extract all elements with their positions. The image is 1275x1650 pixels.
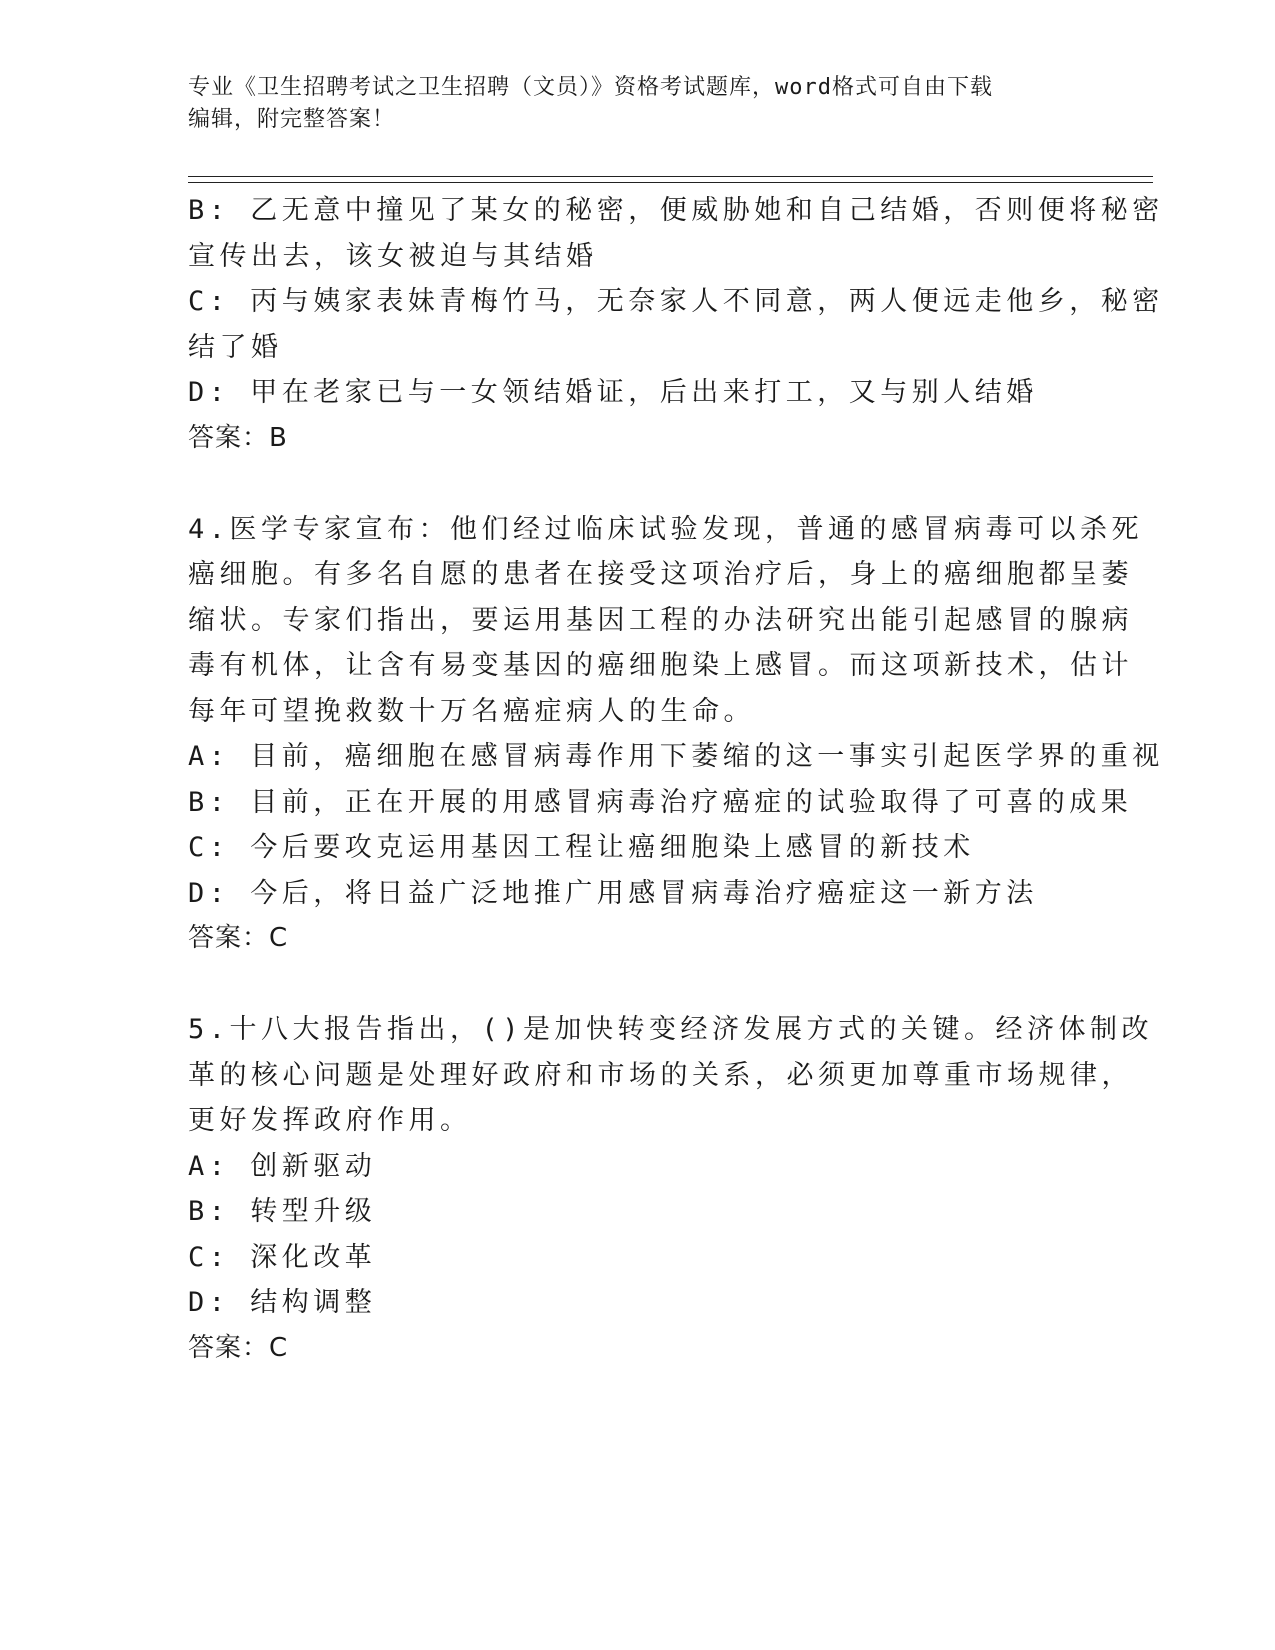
header-line-2: 编辑，附完整答案！ <box>188 107 396 132</box>
option-c: C: 今后要攻克运用基因工程让癌细胞染上感冒的新技术 <box>188 832 975 863</box>
stem-line: 缩状。专家们指出，要运用基因工程的办法研究出能引起感冒的腺病 <box>188 604 1133 636</box>
stem-line: 4.医学专家宣布：他们经过临床试验发现，普通的感冒病毒可以杀死 <box>188 513 1144 545</box>
answer-label: 答案：C <box>188 923 289 953</box>
question-stem <box>188 1007 1154 1144</box>
stem-line: 毒有机体，让含有易变基因的癌细胞染上感冒。而这项新技术，估计 <box>188 650 1133 681</box>
option-a: A: 创新驱动 <box>188 1150 377 1182</box>
header-divider-top <box>188 176 1153 177</box>
stem-line: 每年可望挽救数十万名癌症病人的生命。 <box>188 695 755 727</box>
stem-line: 癌细胞。有多名自愿的患者在接受这项治疗后，身上的癌细胞都呈萎 <box>188 559 1133 590</box>
option-a: A: 目前，癌细胞在感冒病毒作用下萎缩的这一事实引起医学界的重视 <box>188 741 1164 772</box>
question-5 <box>188 1007 1154 1371</box>
option-text: D: 甲在老家已与一女领结婚证，后出来打工，又与别人结婚 <box>188 377 1038 408</box>
header-line-1: 专业《卫生招聘考试之卫生招聘（文员）》资格考试题库，word格式可自由下载 <box>188 75 993 100</box>
option-b: B: 转型升级 <box>188 1196 377 1227</box>
option-b: B: 目前，正在开展的用感冒病毒治疗癌症的试验取得了可喜的成果 <box>188 786 1133 818</box>
option-d <box>188 370 1088 416</box>
option-b <box>188 188 1164 279</box>
stem-line: 5.十八大报告指出，()是加快转变经济发展方式的关键。经济体制改 <box>188 1014 1154 1045</box>
stem-line: 革的核心问题是处理好政府和市场的关系，必须更加尊重市场规律， <box>188 1059 1133 1091</box>
header-divider-bottom <box>188 182 1153 183</box>
question-4 <box>188 507 1164 962</box>
option-c <box>188 279 1164 370</box>
option-text: C: 丙与姨家表妹青梅竹马，无奈家人不同意，两人便远走他乡，秘密 <box>188 286 1164 317</box>
question-content <box>188 188 1164 1371</box>
document-header <box>188 72 1088 136</box>
option-text: 宣传出去，该女被迫与其结婚 <box>188 240 598 272</box>
question-stem <box>188 507 1144 735</box>
spacer <box>188 962 1088 1008</box>
spacer <box>188 461 1088 507</box>
question-3 <box>188 188 1164 461</box>
stem-line: 更好发挥政府作用。 <box>188 1105 472 1136</box>
option-text: B: 乙无意中撞见了某女的秘密，便威胁她和自己结婚，否则便将秘密 <box>188 195 1164 226</box>
answer-label: 答案：C <box>188 1332 289 1363</box>
option-text: 结了婚 <box>188 331 283 363</box>
answer-label: 答案：B <box>188 422 288 453</box>
option-d: D: 今后，将日益广泛地推广用感冒病毒治疗癌症这一新方法 <box>188 877 1038 909</box>
option-d: D: 结构调整 <box>188 1287 377 1318</box>
option-c: C: 深化改革 <box>188 1241 377 1273</box>
